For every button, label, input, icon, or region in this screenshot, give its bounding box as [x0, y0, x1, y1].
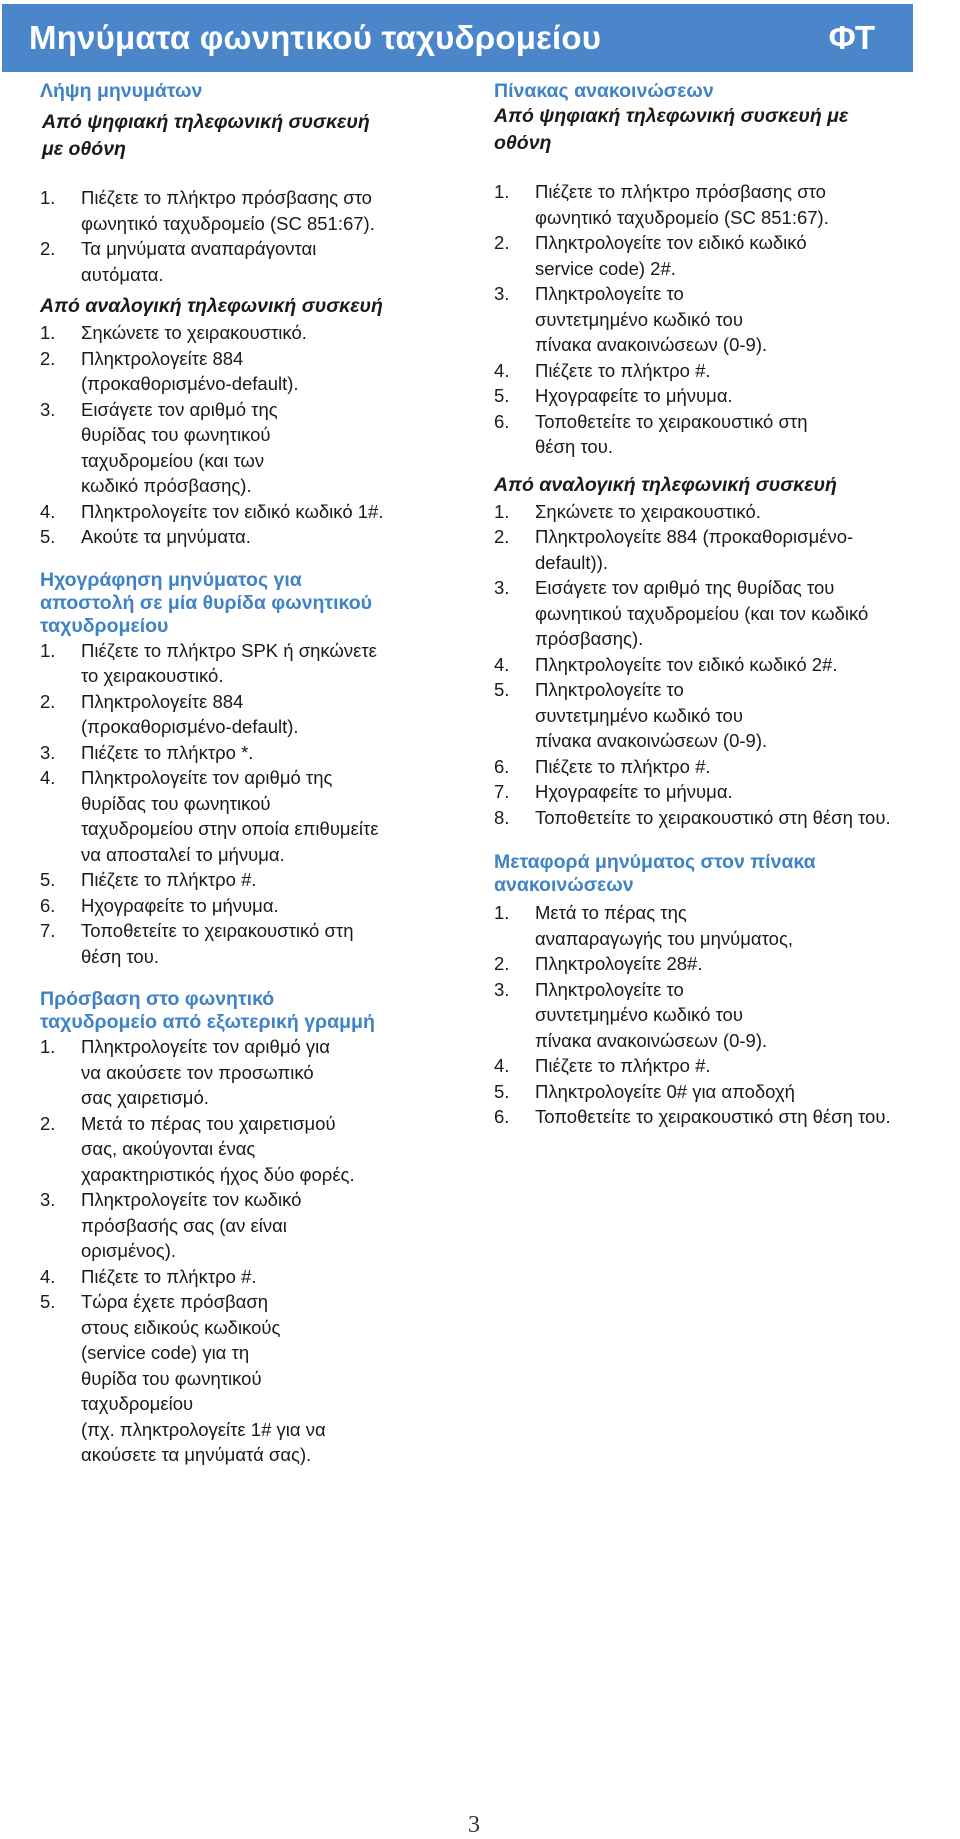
step-text-line: (προκαθορισμένο-default). — [81, 716, 299, 737]
list-item — [494, 951, 959, 977]
step-text-line: το χειρακουστικό. — [81, 665, 224, 686]
step-text-line: πίνακα ανακοινώσεων (0-9). — [535, 334, 768, 355]
step-text-line: (service code) για τη — [81, 1342, 250, 1363]
step-text-line: Εισάγετε τον αριθμό της θυρίδας του — [535, 577, 835, 598]
list-item — [40, 185, 460, 236]
step-number: 6. — [40, 894, 56, 916]
step-text-line: πίνακα ανακοινώσεων (0-9). — [535, 1029, 768, 1051]
list-item — [494, 524, 959, 575]
section-title-receive-messages: Λήψη μηνυμάτων — [40, 80, 203, 102]
step-text-line: Πιέζετε το πλήκτρο #. — [81, 869, 257, 890]
step-number: 2. — [494, 953, 510, 974]
section-title-transfer-message: Μεταφορά μηνύματος στον πίνακα ανακοινώσεων — [494, 851, 816, 896]
step-text-line: πίνακα ανακοινώσεων (0-9). — [535, 730, 768, 751]
step-number: 6. — [494, 1106, 510, 1127]
subsection-title-digital-phone: Από ψηφιακή τηλεφωνική συσκευή με οθόνη — [494, 105, 849, 154]
step-number: 7. — [40, 920, 56, 941]
step-number: 2. — [40, 347, 56, 369]
step-number: 2. — [494, 232, 510, 253]
list-item — [40, 1289, 460, 1468]
step-number: 1. — [40, 187, 56, 208]
subsection-title-digital-phone: Από ψηφιακή τηλεφωνική συσκευή με οθόνη — [42, 111, 370, 160]
section-code: ΦΤ — [828, 19, 875, 56]
list-item — [494, 1079, 959, 1105]
list-item — [494, 652, 959, 678]
steps-list — [40, 185, 460, 287]
step-text-line: Πληκτρολογείτε τον ειδικό κωδικό 2#. — [535, 653, 838, 675]
step-number: 1. — [40, 322, 56, 343]
step-text-line: service code) 2#. — [535, 257, 676, 279]
list-item — [40, 765, 460, 867]
step-text-line: Πιέζετε το πλήκτρο #. — [535, 359, 711, 381]
section-title-external-access: Πρόσβαση στο φωνητικό ταχυδρομείο από εξωτερική γραμμή — [40, 988, 375, 1033]
left-column — [40, 80, 460, 1468]
step-number: 8. — [494, 806, 510, 828]
list-item — [494, 1053, 959, 1079]
step-number: 3. — [40, 1189, 56, 1210]
step-text-line: Πιέζετε το πλήκτρο πρόσβασης στο — [81, 187, 372, 208]
step-text-line: Ακούτε τα μηνύματα. — [81, 526, 251, 547]
step-text-line: Πληκτρολογείτε τον κωδικό — [81, 1189, 302, 1210]
page-title: Μηνύματα φωνητικού ταχυδρομείου — [29, 19, 602, 56]
step-text-line: Πληκτρολογείτε το — [535, 283, 684, 304]
step-text-line: να ακούσετε τον προσωπικό — [81, 1061, 314, 1083]
list-item — [40, 1187, 460, 1264]
step-text-line: Σηκώνετε το χειρακουστικό. — [81, 322, 307, 343]
step-number: 6. — [494, 755, 510, 777]
list-item — [494, 179, 959, 230]
step-text-line: Τα μηνύματα αναπαράγονται — [81, 238, 317, 259]
step-text-line: Ηχογραφείτε το μήνυμα. — [81, 894, 279, 916]
step-text-line: συντετμημένο κωδικό του — [535, 308, 743, 330]
list-item — [40, 638, 460, 689]
subsection-title-analog-phone: Από αναλογική τηλεφωνική συσκευή — [494, 473, 837, 496]
step-text-line: αναπαραγωγής του μηνύματος, — [535, 927, 793, 949]
step-number: 5. — [494, 679, 510, 700]
step-number: 3. — [494, 283, 510, 304]
step-text-line: να αποσταλεί το μήνυμα. — [81, 843, 285, 865]
step-text-line: συντετμημένο κωδικό του — [535, 1004, 743, 1025]
step-text-line: Ηχογραφείτε το μήνυμα. — [535, 781, 733, 802]
step-text-line: φωνητικό ταχυδρομείο (SC 851:67). — [81, 212, 375, 234]
list-item — [494, 779, 959, 805]
list-item — [40, 397, 460, 499]
list-item — [494, 383, 959, 409]
step-number: 5. — [40, 869, 56, 890]
list-item — [40, 918, 460, 969]
step-text-line: (προκαθορισμένο-default). — [81, 373, 299, 394]
step-number: 1. — [494, 181, 510, 202]
step-text-line: (πχ. πληκτρολογείτε 1# για να — [81, 1418, 326, 1440]
step-number: 7. — [494, 781, 510, 802]
step-text-line: Τώρα έχετε πρόσβαση — [81, 1291, 269, 1312]
step-text-line: Πληκτρολογείτε 0# για αποδοχή — [535, 1080, 795, 1102]
step-text-line: σας χαιρετισμό. — [81, 1087, 209, 1108]
step-text-line: Πιέζετε το πλήκτρο SPK ή σηκώνετε — [81, 639, 377, 661]
step-number: 1. — [494, 500, 510, 522]
step-number: 4. — [494, 1055, 510, 1076]
step-number: 1. — [40, 639, 56, 661]
section-title-bulletin-board: Πίνακας ανακοινώσεων — [494, 80, 714, 102]
list-item — [494, 805, 959, 831]
list-item — [40, 740, 460, 766]
step-text-line: Ηχογραφείτε το μήνυμα. — [535, 385, 733, 406]
step-number: 5. — [40, 1291, 56, 1312]
list-item — [40, 689, 460, 740]
step-text-line: Πληκτρολογείτε τον αριθμό για — [81, 1036, 330, 1057]
list-item — [40, 893, 460, 919]
step-text-line: Τοποθετείτε το χειρακουστικό στη θέση του. — [535, 1106, 891, 1127]
step-text-line: Πληκτρολογείτε τον ειδικό κωδικό 1#. — [81, 500, 384, 522]
step-text-line: Πιέζετε το πλήκτρο #. — [535, 755, 711, 777]
step-text-line: Πιέζετε το πλήκτρο #. — [81, 1265, 257, 1287]
list-item — [40, 236, 460, 287]
list-item — [494, 1104, 959, 1130]
list-item — [494, 230, 959, 281]
steps-list — [494, 900, 959, 1130]
step-text-line: Σηκώνετε το χειρακουστικό. — [535, 500, 761, 522]
step-text-line: Πιέζετε το πλήκτρο #. — [535, 1055, 711, 1076]
step-text-line: ταχυδρομείου — [81, 1393, 194, 1414]
list-item — [494, 900, 959, 951]
step-text-line: θυρίδας του φωνητικού — [81, 424, 271, 445]
list-item — [40, 524, 460, 550]
step-text-line: χαρακτηριστικός ήχος δύο φορές. — [81, 1163, 355, 1185]
list-item — [40, 867, 460, 893]
list-item — [494, 977, 959, 1054]
step-text-line: default)). — [535, 551, 609, 573]
step-number: 5. — [494, 385, 510, 406]
subsection-title-analog-phone: Από αναλογική τηλεφωνική συσκευή — [40, 295, 383, 317]
list-item — [494, 281, 959, 358]
right-column — [494, 80, 959, 1130]
step-text-line: σας, ακούγονται ένας — [81, 1138, 256, 1159]
steps-list — [494, 179, 959, 460]
list-item — [40, 320, 460, 346]
step-number: 4. — [40, 500, 56, 522]
step-text-line: θέση του. — [81, 945, 159, 967]
step-text-line: Τοποθετείτε το χειρακουστικό στη — [535, 410, 808, 432]
step-text-line: θέση του. — [535, 436, 613, 457]
step-number: 4. — [40, 767, 56, 788]
step-text-line: Πληκτρολογείτε 884 (προκαθορισμένο- — [535, 526, 854, 547]
step-number: 5. — [494, 1080, 510, 1102]
step-number: 1. — [40, 1036, 56, 1057]
list-item — [40, 1111, 460, 1188]
steps-list — [40, 1034, 460, 1468]
step-number: 6. — [494, 410, 510, 432]
list-item — [494, 409, 959, 460]
step-number: 3. — [40, 741, 56, 763]
step-text-line: Πληκτρολογείτε 28#. — [535, 953, 703, 974]
step-number: 5. — [40, 526, 56, 547]
step-text-line: στους ειδικούς κωδικούς — [81, 1316, 281, 1338]
step-text-line: κωδικό πρόσβασης). — [81, 475, 252, 496]
step-text-line: Μετά το πέρας της — [535, 902, 687, 923]
steps-list — [40, 320, 460, 550]
step-text-line: Εισάγετε τον αριθμό της — [81, 398, 278, 420]
step-text-line: Πιέζετε το πλήκτρο πρόσβασης στο — [535, 181, 826, 202]
steps-list — [40, 638, 460, 970]
step-text-line: Πληκτρολογείτε τον ειδικό κωδικό — [535, 232, 807, 253]
step-text-line: συντετμημένο κωδικό του — [535, 704, 743, 726]
step-text-line: ορισμένος). — [81, 1240, 177, 1261]
step-number: 2. — [40, 690, 56, 712]
step-text-line: φωνητικό ταχυδρομείο (SC 851:67). — [535, 206, 829, 228]
step-number: 4. — [40, 1265, 56, 1287]
header-banner — [2, 4, 913, 72]
list-item — [40, 1264, 460, 1290]
step-text-line: ταχυδρομείου στην οποία επιθυμείτε — [81, 818, 379, 839]
step-text-line: Πληκτρολογείτε το — [535, 679, 684, 700]
list-item — [40, 346, 460, 397]
step-text-line: πρόσβασης). — [535, 628, 644, 649]
step-text-line: Πληκτρολογείτε 884 — [81, 347, 244, 369]
step-text-line: Μετά το πέρας του χαιρετισμού — [81, 1112, 336, 1134]
step-text-line: φωνητικού ταχυδρομείου (και τον κωδικό — [535, 602, 869, 624]
step-text-line: ακούσετε τα μηνύματά σας). — [81, 1444, 312, 1465]
list-item — [494, 754, 959, 780]
step-text-line: Πληκτρολογείτε 884 — [81, 690, 244, 712]
step-number: 3. — [494, 577, 510, 598]
list-item — [494, 677, 959, 754]
list-item — [494, 499, 959, 525]
list-item — [494, 575, 959, 652]
list-item — [40, 1034, 460, 1111]
step-number: 4. — [494, 653, 510, 675]
step-number: 2. — [40, 238, 56, 259]
step-number: 2. — [40, 1112, 56, 1134]
section-title-record-message: Ηχογράφηση μηνύματος για αποστολή σε μία θυρίδα φωνητικού ταχυδρομείου — [40, 568, 373, 637]
step-text-line: Πληκτρολογείτε τον αριθμό της — [81, 767, 333, 788]
step-text-line: θυρίδα του φωνητικού — [81, 1367, 262, 1389]
step-text-line: Τοποθετείτε το χειρακουστικό στη θέση του. — [535, 806, 891, 828]
step-number: 1. — [494, 902, 510, 923]
step-number: 2. — [494, 526, 510, 547]
step-text-line: Τοποθετείτε το χειρακουστικό στη — [81, 920, 354, 941]
list-item — [494, 358, 959, 384]
list-item — [40, 499, 460, 525]
step-text-line: αυτόματα. — [81, 263, 164, 285]
step-number: 3. — [494, 978, 510, 1000]
page-number: 3 — [468, 1812, 480, 1838]
step-text-line: θυρίδας του φωνητικού — [81, 792, 271, 814]
step-text-line: ταχυδρομείου (και των — [81, 449, 265, 471]
step-text-line: Πληκτρολογείτε το — [535, 978, 684, 1000]
step-text-line: πρόσβασής σας (αν είναι — [81, 1214, 287, 1236]
step-number: 4. — [494, 359, 510, 381]
step-number: 3. — [40, 398, 56, 420]
step-text-line: Πιέζετε το πλήκτρο *. — [81, 741, 254, 763]
steps-list — [494, 499, 959, 831]
